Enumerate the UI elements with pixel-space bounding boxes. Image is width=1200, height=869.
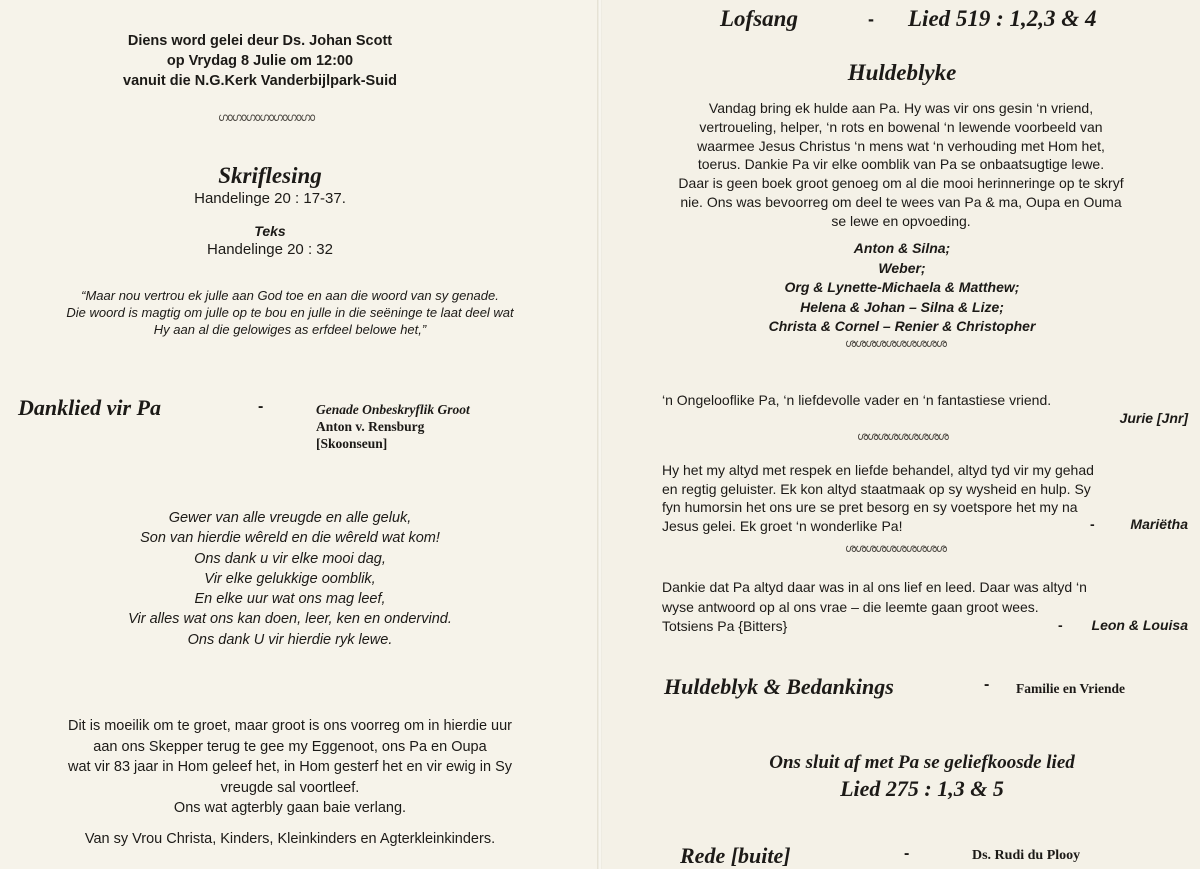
tribute-3: [662, 461, 1094, 535]
rede-title: Rede [buite]: [680, 843, 791, 868]
name-line: Christa & Cornel – Renier & Christopher: [768, 318, 1036, 334]
left-page: [0, 0, 598, 869]
service-line: Diens word gelei deur Ds. Johan Scott: [127, 33, 393, 49]
ornament-divider: ശശശശശശശശശ: [857, 431, 948, 443]
danklied-title: Danklied vir Pa: [18, 395, 161, 420]
name-line: Org & Lynette-Michaela & Matthew;: [784, 279, 1020, 295]
quote-line: Die woord is magtig om julle op te bou en julle in die seëninge te laat deel wat: [66, 305, 514, 320]
scripture-quote: [20, 287, 560, 338]
danklied-details: [316, 401, 470, 452]
poem-line: Gewer van alle vreugde en alle geluk,: [168, 510, 412, 526]
tribute-line: fyn humorsin het ons ure se pret besorg en sy voetspore het my na: [662, 499, 1078, 515]
tribute-line: wyse antwoord op al ons vrae – die leemte gaan groot wees.: [662, 598, 1039, 615]
danklied-by: Anton v. Rensburg: [316, 419, 425, 434]
tribute-3-author: Mariëtha: [1130, 516, 1188, 532]
closing-line: aan ons Skepper terug te gee my Eggenoot, ons Pa en Oupa: [93, 738, 487, 755]
right-page: [602, 0, 1200, 869]
closing-song-block: [662, 751, 1182, 803]
closing-song-line: Ons sluit af met Pa se geliefkoosde lied: [769, 752, 1075, 773]
danklied-dash: -: [258, 398, 264, 415]
name-line: Weber;: [878, 259, 926, 276]
ornament-divider: ശശശശശശശശശശ: [845, 338, 946, 350]
teks-title: Teks: [254, 223, 286, 239]
quote-line: “Maar nou vertrou ek julle aan God toe en aan die woord van sy genade.: [81, 288, 499, 303]
service-line: vanuit die N.G.Kerk Vanderbijlpark-Suid: [123, 73, 397, 89]
poem-line: Ons dank u vir elke mooi dag,: [194, 550, 386, 567]
lofsang-dash: -: [868, 9, 874, 29]
teks-ref: Handelinge 20 : 32: [207, 241, 333, 258]
skriflesing-ref: Handelinge 20 : 17-37.: [194, 190, 346, 207]
closing-line: Dit is moeilik om te groet, maar groot is ons voorreg om in hierdie uur: [67, 718, 513, 734]
tribute-2-text: ‘n Ongelooflike Pa, ‘n liefdevolle vader en ‘n fantastiese vriend.: [662, 392, 1052, 408]
tribute-line: Jesus gelei. Ek groet ‘n wonderlike Pa!: [662, 517, 903, 534]
skriflesing-title: Skriflesing: [218, 163, 322, 188]
poem-line: Vir alles wat ons kan doen, leer, ken en ondervind.: [128, 611, 452, 628]
tribute-4-author-dash: -: [1058, 617, 1063, 633]
danklied-song: Genade Onbeskryflik Groot: [316, 402, 470, 417]
bedankings-by: Familie en Vriende: [1016, 681, 1125, 696]
tribute-1: [606, 99, 1196, 231]
ornament-divider: ഗ൦ഗ൦ഗ൦ഗ൦ഗ൦ഗ൦ഗ൦: [218, 112, 315, 124]
closing-message: [30, 716, 550, 819]
name-line: Anton & Silna;: [853, 240, 951, 256]
tribute-line: Dankie dat Pa altyd daar was in al ons lief en leed. Daar was altyd ‘n: [662, 579, 1087, 595]
tribute-line: Daar is geen boek groot genoeg om al die mooi herinneringe op te skryf: [678, 175, 1124, 192]
huldeblyke-title: Huldeblyke: [847, 60, 957, 85]
rede-by: Ds. Rudi du Plooy: [972, 848, 1081, 863]
closing-song: Lied 275 : 1,3 & 5: [840, 776, 1004, 801]
poem-line: Vir elke gelukkige oomblik,: [204, 570, 376, 587]
bedankings-title: Huldeblyk & Bedankings: [664, 674, 894, 699]
closing-line: Ons wat agterbly gaan baie verlang.: [173, 800, 407, 816]
tribute-line: nie. Ons was bevoorreg om deel te wees van Pa & ma, Oupa en Ouma: [680, 193, 1122, 210]
tribute-line: se lewe en opvoeding.: [831, 212, 971, 229]
tribute-line: waarmee Jesus Christus ‘n mens wat ‘n verhouding met Hom het,: [697, 137, 1105, 154]
tribute-2-author: Jurie [Jnr]: [1119, 410, 1188, 426]
family-line: Van sy Vrou Christa, Kinders, Kleinkinders en Agterkleinkinders.: [84, 831, 496, 847]
tribute-4: [662, 578, 1087, 637]
poem: [40, 508, 540, 650]
ornament-divider: ശശശശശശശശശശ: [845, 543, 946, 555]
tribute-line: toerus. Dankie Pa vir elke oomblik van Pa se onbaatsugtige lewe.: [697, 156, 1105, 173]
tribute-line: vertroueling, helper, ‘n rots en bowenal ‘n lewende voorbeeld van: [699, 118, 1103, 135]
poem-line: Son van hierdie wêreld en die wêreld wat kom!: [140, 530, 440, 547]
tribute-line: Totsiens Pa {Bitters}: [662, 618, 788, 634]
danklied-role: [Skoonseun]: [316, 436, 388, 451]
rede-dash: -: [904, 845, 910, 862]
lofsang-title: Lofsang: [720, 6, 798, 31]
tribute-line: en regtig geluister. Ek kon altyd staatmaak op sy wysheid en hulp. Sy: [662, 480, 1091, 497]
service-line: op Vrydag 8 Julie om 12:00: [166, 53, 354, 69]
tribute-4-author: Leon & Louisa: [1091, 617, 1188, 633]
bedankings-dash: -: [984, 676, 990, 693]
name-line: Helena & Johan – Silna & Lize;: [800, 298, 1004, 315]
skriflesing-section: [60, 162, 480, 260]
tribute-line: Vandag bring ek hulde aan Pa. Hy was vir ons gesin ‘n vriend,: [708, 100, 1094, 116]
tribute-1-names: [662, 239, 1142, 337]
lofsang-song: Lied 519 : 1,2,3 & 4: [908, 6, 1097, 31]
quote-line: Hy aan al die gelowiges as erfdeel belowe het,”: [153, 322, 427, 337]
service-info: [60, 31, 460, 91]
poem-line: En elke uur wat ons mag leef,: [194, 591, 386, 608]
tribute-line: Hy het my altyd met respek en liefde behandel, altyd tyd vir my gehad: [662, 462, 1094, 478]
closing-line: vreugde sal voortleef.: [220, 779, 360, 796]
tribute-3-author-dash: -: [1090, 516, 1095, 532]
closing-line: wat vir 83 jaar in Hom geleef het, in Hom gesterf het en vir ewig in Sy: [67, 759, 513, 775]
poem-line: Ons dank U vir hierdie ryk lewe.: [187, 631, 393, 648]
